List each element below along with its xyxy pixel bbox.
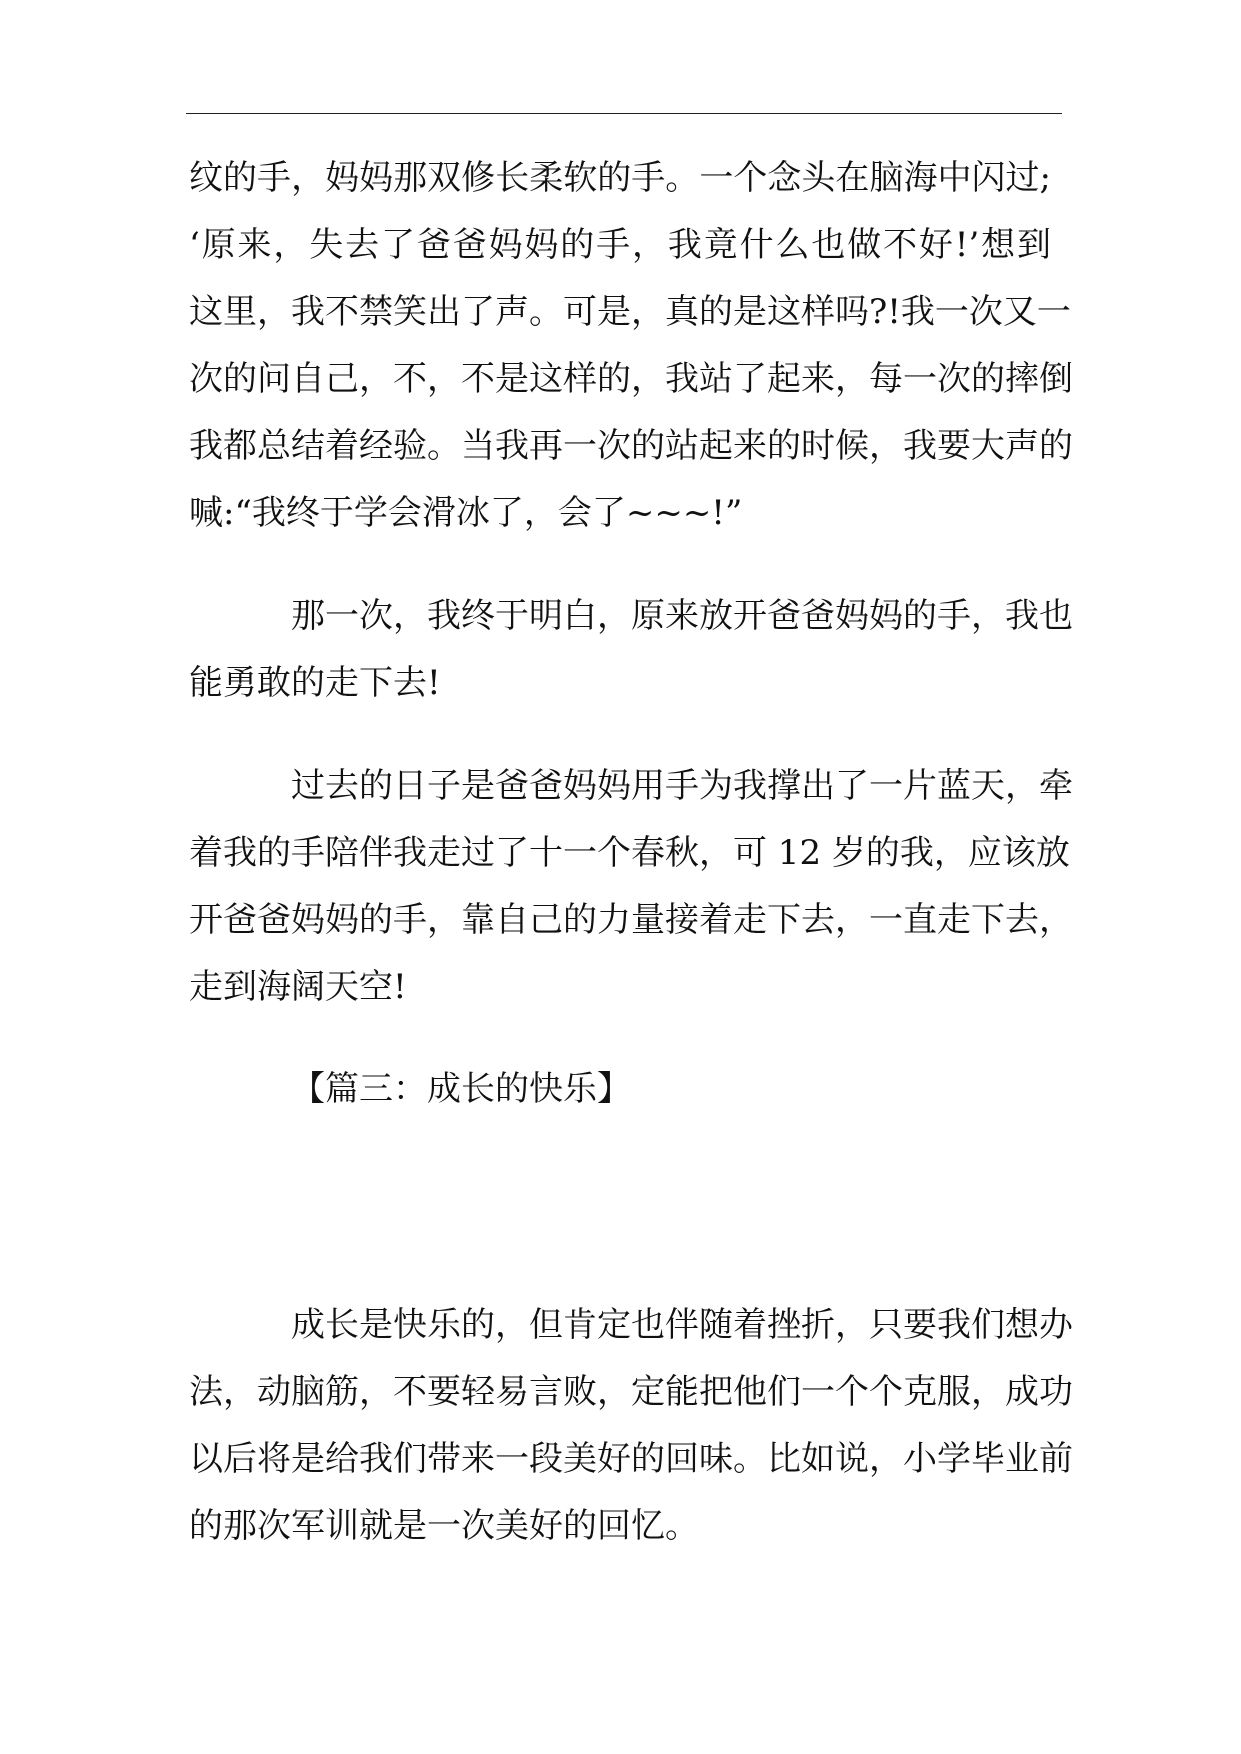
paragraph-line: 法，动脑筋，不要轻易言败，定能把他们一个个克服，成功	[189, 1372, 1073, 1412]
paragraph-line: 走到海阔天空!	[189, 967, 407, 1007]
paragraph-line: 成长是快乐的，但肯定也伴随着挫折，只要我们想办	[291, 1305, 1073, 1345]
paragraph-line: 能勇敢的走下去!	[189, 663, 441, 703]
paragraph-line: 的那次军训就是一次美好的回忆。	[189, 1506, 699, 1546]
paragraph-line: 次的问自己，不，不是这样的，我站了起来，每一次的摔倒	[189, 359, 1073, 399]
paragraph-line: 纹的手，妈妈那双修长柔软的手。一个念头在脑海中闪过;	[189, 158, 1051, 198]
paragraph-line: 过去的日子是爸爸妈妈用手为我撑出了一片蓝天，牵	[291, 766, 1073, 806]
paragraph-line: ‘原来，失去了爸爸妈妈的手，我竟什么也做不好!’想到	[189, 225, 1051, 265]
section-heading: 【篇三：成长的快乐】	[291, 1069, 631, 1109]
paragraph-line: 我都总结着经验。当我再一次的站起来的时候，我要大声的	[189, 426, 1073, 466]
paragraph-line: 开爸爸妈妈的手，靠自己的力量接着走下去，一直走下去，	[189, 900, 1073, 940]
header-rule	[186, 113, 1062, 114]
paragraph-line: 以后将是给我们带来一段美好的回味。比如说，小学毕业前	[189, 1439, 1073, 1479]
paragraph-line: 这里，我不禁笑出了声。可是，真的是这样吗?!我一次又一	[189, 292, 1071, 332]
paragraph-line: 着我的手陪伴我走过了十一个春秋，可 12 岁的我，应该放	[189, 833, 1070, 873]
paragraph-line: 喊:“我终于学会滑冰了，会了~~~!”	[189, 493, 743, 533]
paragraph-line: 那一次，我终于明白，原来放开爸爸妈妈的手，我也	[291, 596, 1073, 636]
